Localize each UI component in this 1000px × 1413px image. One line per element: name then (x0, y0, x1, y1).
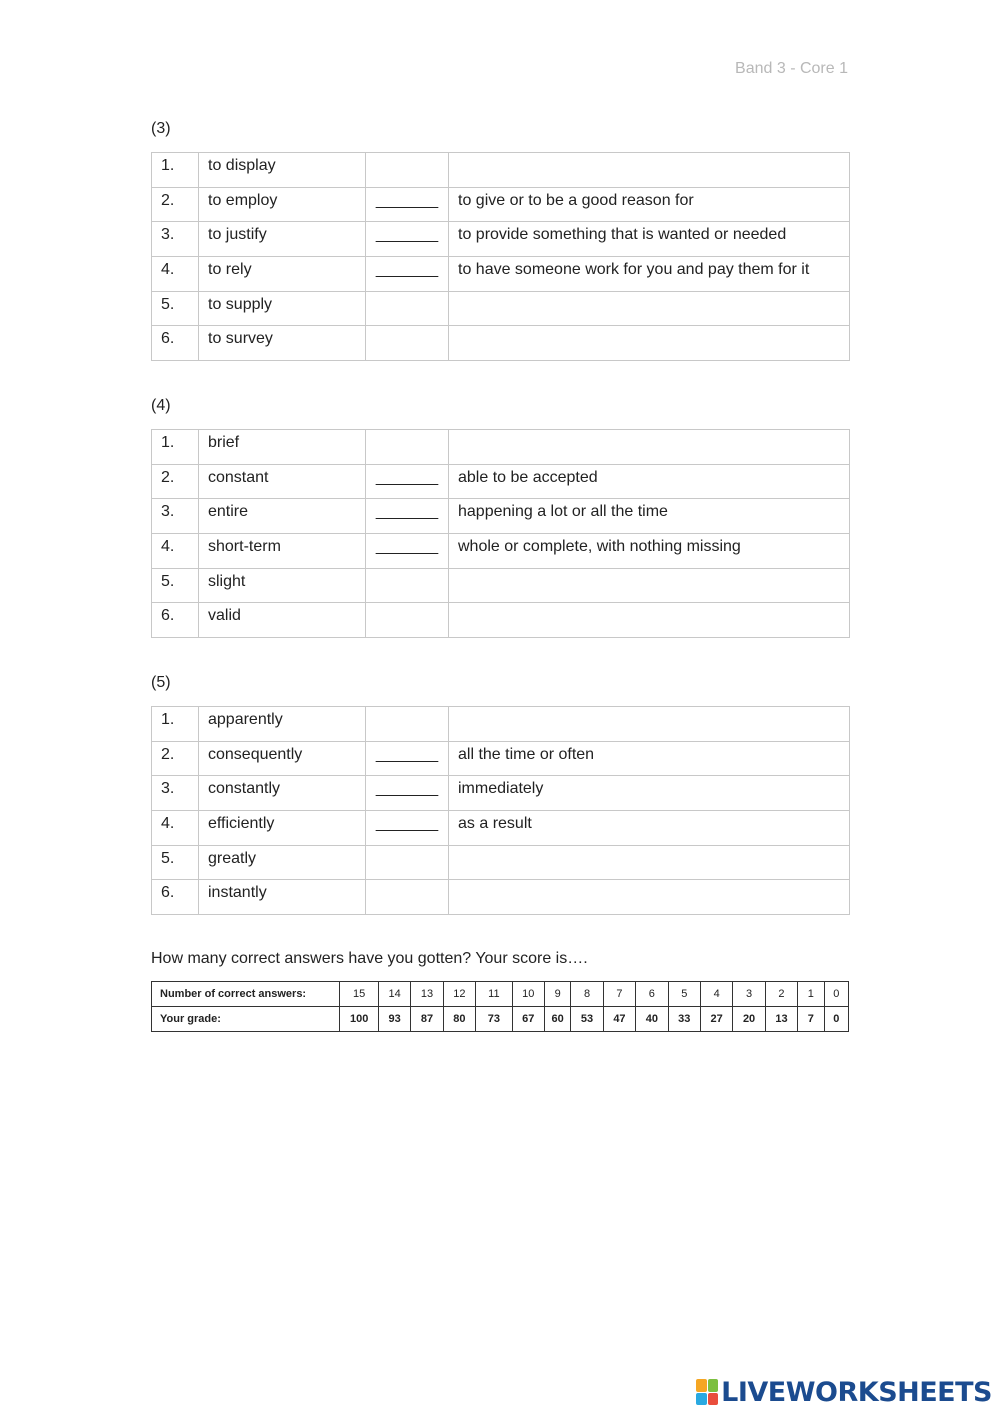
correct-count: 10 (512, 982, 544, 1007)
item-number: 6. (152, 880, 199, 915)
correct-answers-label: Number of correct answers: (152, 982, 340, 1007)
item-word: slight (199, 568, 366, 603)
correct-count: 15 (340, 982, 378, 1007)
table-row (152, 603, 850, 638)
item-word: to supply (199, 291, 366, 326)
item-word: constant (199, 464, 366, 499)
correct-count: 7 (603, 982, 635, 1007)
item-number: 2. (152, 741, 199, 776)
item-word: to rely (199, 257, 366, 292)
correct-count: 11 (476, 982, 512, 1007)
item-word: constantly (199, 776, 366, 811)
section-label-5: (5) (151, 674, 171, 691)
liveworksheets-logo-icon (696, 1379, 718, 1405)
answer-blank[interactable]: _______ (366, 222, 449, 257)
item-number: 6. (152, 326, 199, 361)
answer-blank[interactable]: _______ (366, 499, 449, 534)
table-row (152, 153, 850, 188)
answer-blank[interactable]: _______ (366, 257, 449, 292)
grade-value: 13 (765, 1007, 797, 1032)
item-number: 3. (152, 499, 199, 534)
liveworksheets-logo[interactable] (696, 1377, 992, 1407)
item-word: brief (199, 430, 366, 465)
item-definition: as a result (449, 811, 850, 846)
correct-count: 3 (733, 982, 765, 1007)
score-table (151, 981, 849, 1032)
item-number: 3. (152, 222, 199, 257)
table-row (152, 464, 850, 499)
item-definition: to provide something that is wanted or needed (449, 222, 850, 257)
item-word: efficiently (199, 811, 366, 846)
logo-tile (696, 1379, 707, 1392)
item-definition (449, 568, 850, 603)
grade-value: 27 (700, 1007, 732, 1032)
table-row (152, 845, 850, 880)
matching-table-5 (151, 706, 850, 915)
item-word: to employ (199, 187, 366, 222)
correct-count: 0 (824, 982, 849, 1007)
answer-blank[interactable]: _______ (366, 464, 449, 499)
item-word: entire (199, 499, 366, 534)
correct-count: 9 (545, 982, 571, 1007)
answer-blank (366, 326, 449, 361)
table-row (152, 741, 850, 776)
grade-value: 67 (512, 1007, 544, 1032)
item-word: to display (199, 153, 366, 188)
grade-value: 60 (545, 1007, 571, 1032)
grade-value: 53 (571, 1007, 603, 1032)
item-number: 1. (152, 707, 199, 742)
logo-tile (708, 1379, 719, 1392)
correct-count: 12 (443, 982, 475, 1007)
grade-value: 40 (636, 1007, 668, 1032)
item-number: 5. (152, 568, 199, 603)
item-word: instantly (199, 880, 366, 915)
answer-blank[interactable]: _______ (366, 187, 449, 222)
item-definition: to give or to be a good reason for (449, 187, 850, 222)
item-definition: able to be accepted (449, 464, 850, 499)
answer-blank (366, 430, 449, 465)
grade-value: 87 (411, 1007, 443, 1032)
table-row (152, 568, 850, 603)
table-row (152, 291, 850, 326)
item-word: short-term (199, 534, 366, 569)
table-row (152, 707, 850, 742)
correct-answers-row (152, 982, 849, 1007)
item-word: apparently (199, 707, 366, 742)
grade-value: 47 (603, 1007, 635, 1032)
item-definition: immediately (449, 776, 850, 811)
item-word: valid (199, 603, 366, 638)
item-definition: to have someone work for you and pay them for it (449, 257, 850, 292)
answer-blank[interactable]: _______ (366, 534, 449, 569)
item-number: 3. (152, 776, 199, 811)
grade-value: 93 (378, 1007, 410, 1032)
grade-value: 100 (340, 1007, 378, 1032)
score-prompt: How many correct answers have you gotten? Your score is…. (151, 950, 588, 967)
table-row (152, 499, 850, 534)
item-number: 4. (152, 257, 199, 292)
item-definition: all the time or often (449, 741, 850, 776)
answer-blank (366, 153, 449, 188)
matching-table-3 (151, 152, 850, 361)
logo-tile (708, 1393, 719, 1406)
item-definition (449, 430, 850, 465)
answer-blank[interactable]: _______ (366, 811, 449, 846)
item-number: 2. (152, 464, 199, 499)
answer-blank (366, 707, 449, 742)
answer-blank (366, 845, 449, 880)
item-definition (449, 707, 850, 742)
item-word: to survey (199, 326, 366, 361)
table-row (152, 430, 850, 465)
grade-value: 7 (798, 1007, 824, 1032)
matching-table-4 (151, 429, 850, 638)
item-definition (449, 326, 850, 361)
correct-count: 2 (765, 982, 797, 1007)
item-definition (449, 880, 850, 915)
grade-value: 73 (476, 1007, 512, 1032)
grade-value: 20 (733, 1007, 765, 1032)
table-row (152, 534, 850, 569)
item-word: greatly (199, 845, 366, 880)
item-definition (449, 603, 850, 638)
item-number: 4. (152, 534, 199, 569)
item-number: 5. (152, 291, 199, 326)
item-word: to justify (199, 222, 366, 257)
answer-blank (366, 291, 449, 326)
item-number: 5. (152, 845, 199, 880)
answer-blank[interactable]: _______ (366, 776, 449, 811)
answer-blank (366, 880, 449, 915)
item-number: 1. (152, 430, 199, 465)
grade-value: 33 (668, 1007, 700, 1032)
item-definition (449, 153, 850, 188)
table-row (152, 880, 850, 915)
grade-row (152, 1007, 849, 1032)
item-definition (449, 845, 850, 880)
grade-value: 0 (824, 1007, 849, 1032)
table-row (152, 222, 850, 257)
item-number: 6. (152, 603, 199, 638)
correct-count: 8 (571, 982, 603, 1007)
item-definition (449, 291, 850, 326)
grade-value: 80 (443, 1007, 475, 1032)
answer-blank[interactable]: _______ (366, 741, 449, 776)
answer-blank (366, 603, 449, 638)
logo-text: LIVEWORKSHEETS (721, 1376, 992, 1408)
table-row (152, 326, 850, 361)
item-word: consequently (199, 741, 366, 776)
page-header: Band 3 - Core 1 (735, 60, 848, 77)
correct-count: 14 (378, 982, 410, 1007)
section-label-3: (3) (151, 120, 171, 137)
item-definition: happening a lot or all the time (449, 499, 850, 534)
correct-count: 1 (798, 982, 824, 1007)
answer-blank (366, 568, 449, 603)
table-row (152, 776, 850, 811)
item-number: 2. (152, 187, 199, 222)
logo-tile (696, 1393, 707, 1406)
table-row (152, 187, 850, 222)
item-number: 4. (152, 811, 199, 846)
table-row (152, 257, 850, 292)
correct-count: 5 (668, 982, 700, 1007)
item-number: 1. (152, 153, 199, 188)
table-row (152, 811, 850, 846)
correct-count: 13 (411, 982, 443, 1007)
grade-label: Your grade: (152, 1007, 340, 1032)
section-label-4: (4) (151, 397, 171, 414)
item-definition: whole or complete, with nothing missing (449, 534, 850, 569)
correct-count: 6 (636, 982, 668, 1007)
correct-count: 4 (700, 982, 732, 1007)
